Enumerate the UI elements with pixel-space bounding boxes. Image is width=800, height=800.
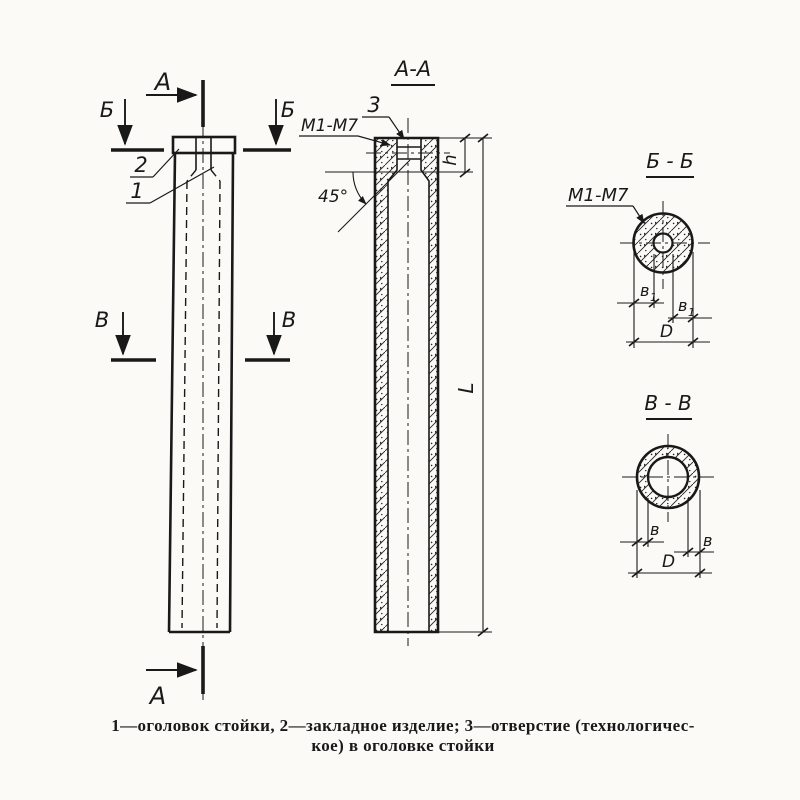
cut-a-label-bottom: А bbox=[149, 682, 167, 710]
front-view bbox=[95, 68, 296, 710]
cut-v-label-right: В bbox=[281, 308, 297, 332]
caption bbox=[111, 716, 695, 755]
callout-3-leader bbox=[389, 117, 404, 139]
vv-dim-b-right-label: в bbox=[703, 531, 713, 550]
section-bb-marks-label: М1-М7 bbox=[568, 185, 629, 206]
dim-h-label: h bbox=[440, 154, 461, 166]
caption-line-1: 1—оголовок стойки, 2—закладное изделие; 3—отверстие (технологичес- bbox=[111, 716, 695, 735]
section-bb-title: Б - Б bbox=[646, 149, 694, 173]
post-body-outline bbox=[169, 153, 233, 632]
section-vv-title: В - В bbox=[644, 391, 692, 415]
section-vv bbox=[620, 391, 714, 578]
bb-dim-b1-right-label: в bbox=[678, 296, 688, 315]
chamfer-angle-arc bbox=[353, 172, 366, 204]
hidden-channel-right bbox=[217, 181, 220, 628]
post-head-outline bbox=[173, 137, 235, 153]
inner-edge-left bbox=[388, 138, 397, 632]
section-aa bbox=[299, 57, 492, 646]
chamfer-angle-label: 45° bbox=[318, 187, 349, 207]
callout-3-label: 3 bbox=[367, 93, 381, 117]
section-aa-title: А-А bbox=[394, 57, 432, 81]
cut-a-label-top: А bbox=[154, 68, 172, 96]
cut-b-label-left: Б bbox=[99, 98, 115, 122]
cut-b-label-right: Б bbox=[280, 98, 296, 122]
vv-dim-d-label: D bbox=[662, 552, 676, 572]
callout-1-label: 1 bbox=[130, 179, 144, 203]
section-aa-marks-label: М1-М7 bbox=[301, 116, 359, 136]
section-bb bbox=[566, 149, 712, 348]
callout-1-leader bbox=[150, 167, 214, 203]
inner-edge-right bbox=[421, 138, 429, 632]
bb-dim-b1-left-sub: 1 bbox=[650, 291, 657, 304]
bb-dim-d-label: D bbox=[660, 322, 674, 342]
vv-dim-b-left-label: в bbox=[650, 520, 660, 539]
hidden-channel-left bbox=[182, 181, 187, 628]
bb-dim-b1-right-sub: 1 bbox=[688, 306, 695, 319]
dim-l-label: L bbox=[454, 382, 478, 394]
hidden-chamfer-right bbox=[211, 170, 220, 181]
callout-2-label: 2 bbox=[134, 153, 148, 177]
bb-dim-b1-left-label: в bbox=[640, 281, 650, 300]
caption-line-2: кое) в оголовке стойки bbox=[311, 736, 495, 755]
wall-hatch-left bbox=[375, 138, 397, 632]
cut-v-label-left: В bbox=[94, 308, 110, 332]
